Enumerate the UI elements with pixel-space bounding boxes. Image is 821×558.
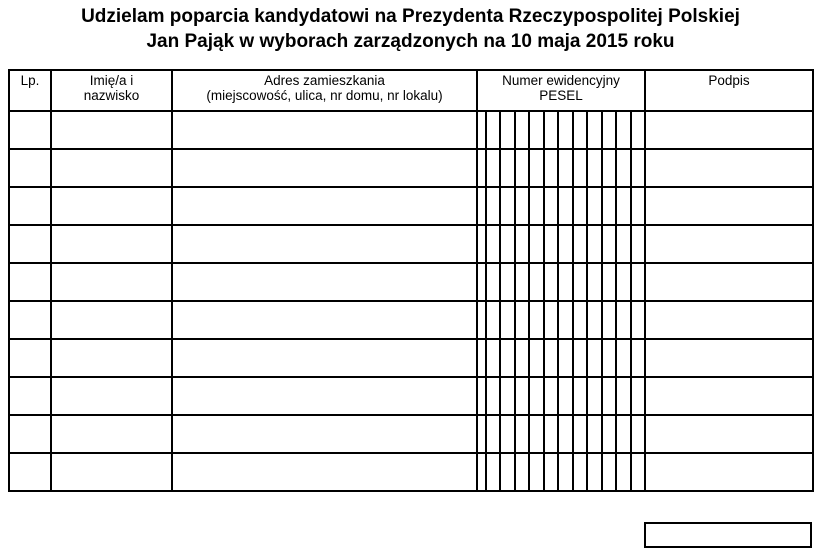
pesel-digit-box[interactable] — [557, 150, 571, 186]
pesel-digit-box[interactable] — [557, 416, 571, 452]
column-header-name-line-2: nazwisko — [83, 88, 140, 103]
pesel-digit-box[interactable] — [601, 226, 615, 262]
pesel-digit-box[interactable] — [557, 226, 571, 262]
address-cell[interactable] — [172, 111, 477, 149]
address-cell[interactable] — [172, 339, 477, 377]
pesel-digit-box[interactable] — [601, 188, 615, 224]
name-cell[interactable] — [51, 415, 172, 453]
column-header-lp — [9, 70, 51, 111]
pesel-digit-box[interactable] — [528, 416, 542, 452]
pesel-digit-box[interactable] — [514, 454, 528, 490]
pesel-digit-box[interactable] — [630, 378, 644, 414]
pesel-digit-box[interactable] — [572, 112, 586, 148]
name-cell[interactable] — [51, 187, 172, 225]
pesel-digit-box[interactable] — [586, 226, 600, 262]
pesel-digit-box[interactable] — [499, 226, 513, 262]
column-header-address — [172, 70, 477, 111]
pesel-digit-box[interactable] — [601, 416, 615, 452]
pesel-digit-box[interactable] — [601, 302, 615, 338]
name-cell[interactable] — [51, 149, 172, 187]
pesel-digit-box[interactable] — [543, 264, 557, 300]
pesel-digit-box[interactable] — [499, 150, 513, 186]
column-header-signature — [645, 70, 813, 111]
name-cell[interactable] — [51, 225, 172, 263]
pesel-digit-box[interactable] — [572, 264, 586, 300]
form-title-line-1: Udzielam poparcia kandydatowi na Prezydenta Rzeczypospolitej Polskiej — [81, 6, 740, 27]
pesel-digit-box[interactable] — [514, 416, 528, 452]
support-signatures-table — [8, 69, 814, 492]
table-row — [9, 263, 813, 301]
pesel-digit-box[interactable] — [485, 454, 499, 490]
address-cell[interactable] — [172, 187, 477, 225]
table-row — [9, 225, 813, 263]
pesel-digit-box[interactable] — [543, 188, 557, 224]
pesel-cell — [477, 187, 645, 225]
pesel-digit-box[interactable] — [601, 454, 615, 490]
signature-cell[interactable] — [645, 301, 813, 339]
pesel-cell — [477, 111, 645, 149]
table-row — [9, 453, 813, 491]
pesel-cell — [477, 301, 645, 339]
signature-cell[interactable] — [645, 111, 813, 149]
pesel-digit-box[interactable] — [601, 378, 615, 414]
signature-cell[interactable] — [645, 263, 813, 301]
pesel-digit-box[interactable] — [528, 188, 542, 224]
pesel-digit-box[interactable] — [601, 112, 615, 148]
column-header-name-line-1: Imię/a i — [89, 73, 134, 88]
name-cell[interactable] — [51, 111, 172, 149]
pesel-digit-box[interactable] — [514, 112, 528, 148]
column-header-address-line-1: Adres zamieszkania — [264, 73, 385, 88]
signature-cell[interactable] — [645, 415, 813, 453]
table-row — [9, 301, 813, 339]
pesel-digit-box[interactable] — [615, 416, 629, 452]
pesel-digit-box[interactable] — [615, 378, 629, 414]
table-row — [9, 415, 813, 453]
pesel-digit-box[interactable] — [586, 302, 600, 338]
name-cell[interactable] — [51, 377, 172, 415]
pesel-digit-box[interactable] — [586, 112, 600, 148]
address-cell[interactable] — [172, 415, 477, 453]
pesel-digit-box[interactable] — [601, 340, 615, 376]
pesel-digit-box[interactable] — [557, 454, 571, 490]
column-header-pesel-line-2: PESEL — [539, 88, 583, 103]
pesel-digit-box[interactable] — [499, 302, 513, 338]
pesel-digit-box[interactable] — [528, 112, 542, 148]
column-header-lp-label: Lp. — [20, 73, 40, 88]
name-cell[interactable] — [51, 263, 172, 301]
pesel-digit-box[interactable] — [543, 150, 557, 186]
pesel-digit-box[interactable] — [615, 150, 629, 186]
pesel-digit-box[interactable] — [601, 150, 615, 186]
pesel-digit-box[interactable] — [630, 150, 644, 186]
column-header-signature-label: Podpis — [708, 73, 750, 88]
pesel-digit-box[interactable] — [586, 416, 600, 452]
table-row — [9, 377, 813, 415]
pesel-digit-box[interactable] — [557, 340, 571, 376]
pesel-digit-box[interactable] — [557, 302, 571, 338]
pesel-digit-box[interactable] — [514, 340, 528, 376]
pesel-digit-boxes — [485, 226, 644, 262]
pesel-digit-box[interactable] — [514, 150, 528, 186]
pesel-digit-box[interactable] — [572, 340, 586, 376]
pesel-digit-box[interactable] — [615, 302, 629, 338]
summary-box[interactable] — [644, 522, 812, 548]
pesel-digit-box[interactable] — [514, 378, 528, 414]
pesel-digit-box[interactable] — [499, 454, 513, 490]
pesel-digit-box[interactable] — [630, 226, 644, 262]
table-row — [9, 111, 813, 149]
pesel-digit-box[interactable] — [572, 416, 586, 452]
pesel-digit-box[interactable] — [615, 226, 629, 262]
pesel-digit-box[interactable] — [543, 226, 557, 262]
pesel-digit-box[interactable] — [572, 454, 586, 490]
pesel-digit-box[interactable] — [485, 112, 499, 148]
pesel-digit-box[interactable] — [528, 150, 542, 186]
lp-cell — [9, 263, 51, 301]
pesel-digit-box[interactable] — [499, 264, 513, 300]
pesel-digit-box[interactable] — [586, 150, 600, 186]
pesel-digit-box[interactable] — [499, 416, 513, 452]
signature-cell[interactable] — [645, 377, 813, 415]
pesel-digit-box[interactable] — [572, 378, 586, 414]
pesel-digit-box[interactable] — [499, 112, 513, 148]
pesel-digit-boxes — [485, 454, 644, 490]
pesel-digit-box[interactable] — [615, 454, 629, 490]
pesel-digit-box[interactable] — [543, 112, 557, 148]
pesel-digit-box[interactable] — [528, 378, 542, 414]
pesel-digit-box[interactable] — [557, 188, 571, 224]
pesel-digit-box[interactable] — [485, 188, 499, 224]
pesel-digit-box[interactable] — [485, 340, 499, 376]
table-header-row — [9, 70, 813, 111]
pesel-digit-box[interactable] — [485, 264, 499, 300]
column-header-pesel — [477, 70, 645, 111]
pesel-digit-box[interactable] — [630, 454, 644, 490]
column-header-name — [51, 70, 172, 111]
lp-cell — [9, 301, 51, 339]
pesel-digit-box[interactable] — [630, 416, 644, 452]
pesel-digit-box[interactable] — [485, 150, 499, 186]
pesel-digit-box[interactable] — [615, 264, 629, 300]
pesel-digit-boxes — [485, 340, 644, 376]
pesel-digit-box[interactable] — [528, 264, 542, 300]
pesel-digit-box[interactable] — [557, 112, 571, 148]
pesel-digit-box[interactable] — [630, 264, 644, 300]
lp-cell — [9, 415, 51, 453]
pesel-digit-box[interactable] — [572, 188, 586, 224]
lp-cell — [9, 453, 51, 491]
lp-cell — [9, 111, 51, 149]
pesel-digit-box[interactable] — [586, 340, 600, 376]
pesel-digit-box[interactable] — [630, 112, 644, 148]
pesel-digit-box[interactable] — [528, 302, 542, 338]
address-cell[interactable] — [172, 377, 477, 415]
address-cell[interactable] — [172, 263, 477, 301]
pesel-cell — [477, 149, 645, 187]
pesel-cell — [477, 453, 645, 491]
form-title-line-2: Jan Pająk w wyborach zarządzonych na 10 maja 2015 roku — [146, 31, 675, 52]
pesel-digit-boxes — [485, 378, 644, 414]
pesel-digit-box[interactable] — [586, 378, 600, 414]
pesel-digit-box[interactable] — [586, 188, 600, 224]
signature-cell[interactable] — [645, 149, 813, 187]
table-row — [9, 187, 813, 225]
address-cell[interactable] — [172, 453, 477, 491]
pesel-digit-boxes — [485, 302, 644, 338]
lp-cell — [9, 339, 51, 377]
pesel-digit-box[interactable] — [499, 188, 513, 224]
pesel-digit-boxes — [485, 112, 644, 148]
signature-cell[interactable] — [645, 339, 813, 377]
pesel-digit-box[interactable] — [499, 340, 513, 376]
pesel-digit-box[interactable] — [572, 150, 586, 186]
pesel-digit-box[interactable] — [630, 188, 644, 224]
pesel-digit-box[interactable] — [601, 264, 615, 300]
pesel-digit-box[interactable] — [528, 454, 542, 490]
pesel-digit-box[interactable] — [543, 302, 557, 338]
pesel-digit-box[interactable] — [543, 340, 557, 376]
name-cell[interactable] — [51, 453, 172, 491]
pesel-digit-box[interactable] — [630, 340, 644, 376]
pesel-digit-box[interactable] — [543, 416, 557, 452]
pesel-digit-box[interactable] — [572, 226, 586, 262]
address-cell[interactable] — [172, 225, 477, 263]
pesel-digit-box[interactable] — [528, 340, 542, 376]
column-header-pesel-line-1: Numer ewidencyjny — [502, 73, 620, 88]
pesel-digit-box[interactable] — [514, 302, 528, 338]
lp-cell — [9, 187, 51, 225]
pesel-digit-box[interactable] — [557, 264, 571, 300]
pesel-digit-box[interactable] — [586, 264, 600, 300]
pesel-digit-box[interactable] — [615, 112, 629, 148]
signature-cell[interactable] — [645, 453, 813, 491]
pesel-digit-box[interactable] — [485, 378, 499, 414]
name-cell[interactable] — [51, 301, 172, 339]
pesel-cell — [477, 225, 645, 263]
name-cell[interactable] — [51, 339, 172, 377]
pesel-digit-box[interactable] — [485, 302, 499, 338]
table-row — [9, 339, 813, 377]
signature-cell[interactable] — [645, 187, 813, 225]
pesel-digit-box[interactable] — [514, 188, 528, 224]
pesel-cell — [477, 263, 645, 301]
pesel-digit-box[interactable] — [615, 188, 629, 224]
pesel-digit-box[interactable] — [572, 302, 586, 338]
signature-cell[interactable] — [645, 225, 813, 263]
pesel-digit-box[interactable] — [615, 340, 629, 376]
lp-cell — [9, 377, 51, 415]
pesel-cell — [477, 415, 645, 453]
table-row — [9, 149, 813, 187]
lp-cell — [9, 149, 51, 187]
address-cell[interactable] — [172, 149, 477, 187]
column-header-address-line-2: (miejscowość, ulica, nr domu, nr lokalu) — [206, 88, 443, 103]
pesel-digit-box[interactable] — [586, 454, 600, 490]
pesel-digit-box[interactable] — [630, 302, 644, 338]
pesel-digit-box[interactable] — [543, 378, 557, 414]
pesel-digit-box[interactable] — [485, 416, 499, 452]
pesel-digit-boxes — [485, 416, 644, 452]
pesel-digit-boxes — [485, 188, 644, 224]
pesel-digit-box[interactable] — [557, 378, 571, 414]
address-cell[interactable] — [172, 301, 477, 339]
pesel-digit-box[interactable] — [543, 454, 557, 490]
pesel-digit-box[interactable] — [514, 264, 528, 300]
pesel-digit-box[interactable] — [485, 226, 499, 262]
pesel-cell — [477, 339, 645, 377]
lp-cell — [9, 225, 51, 263]
pesel-digit-box[interactable] — [514, 226, 528, 262]
pesel-cell — [477, 377, 645, 415]
pesel-digit-boxes — [485, 150, 644, 186]
pesel-digit-box[interactable] — [528, 226, 542, 262]
pesel-digit-boxes — [485, 264, 644, 300]
pesel-digit-box[interactable] — [499, 378, 513, 414]
